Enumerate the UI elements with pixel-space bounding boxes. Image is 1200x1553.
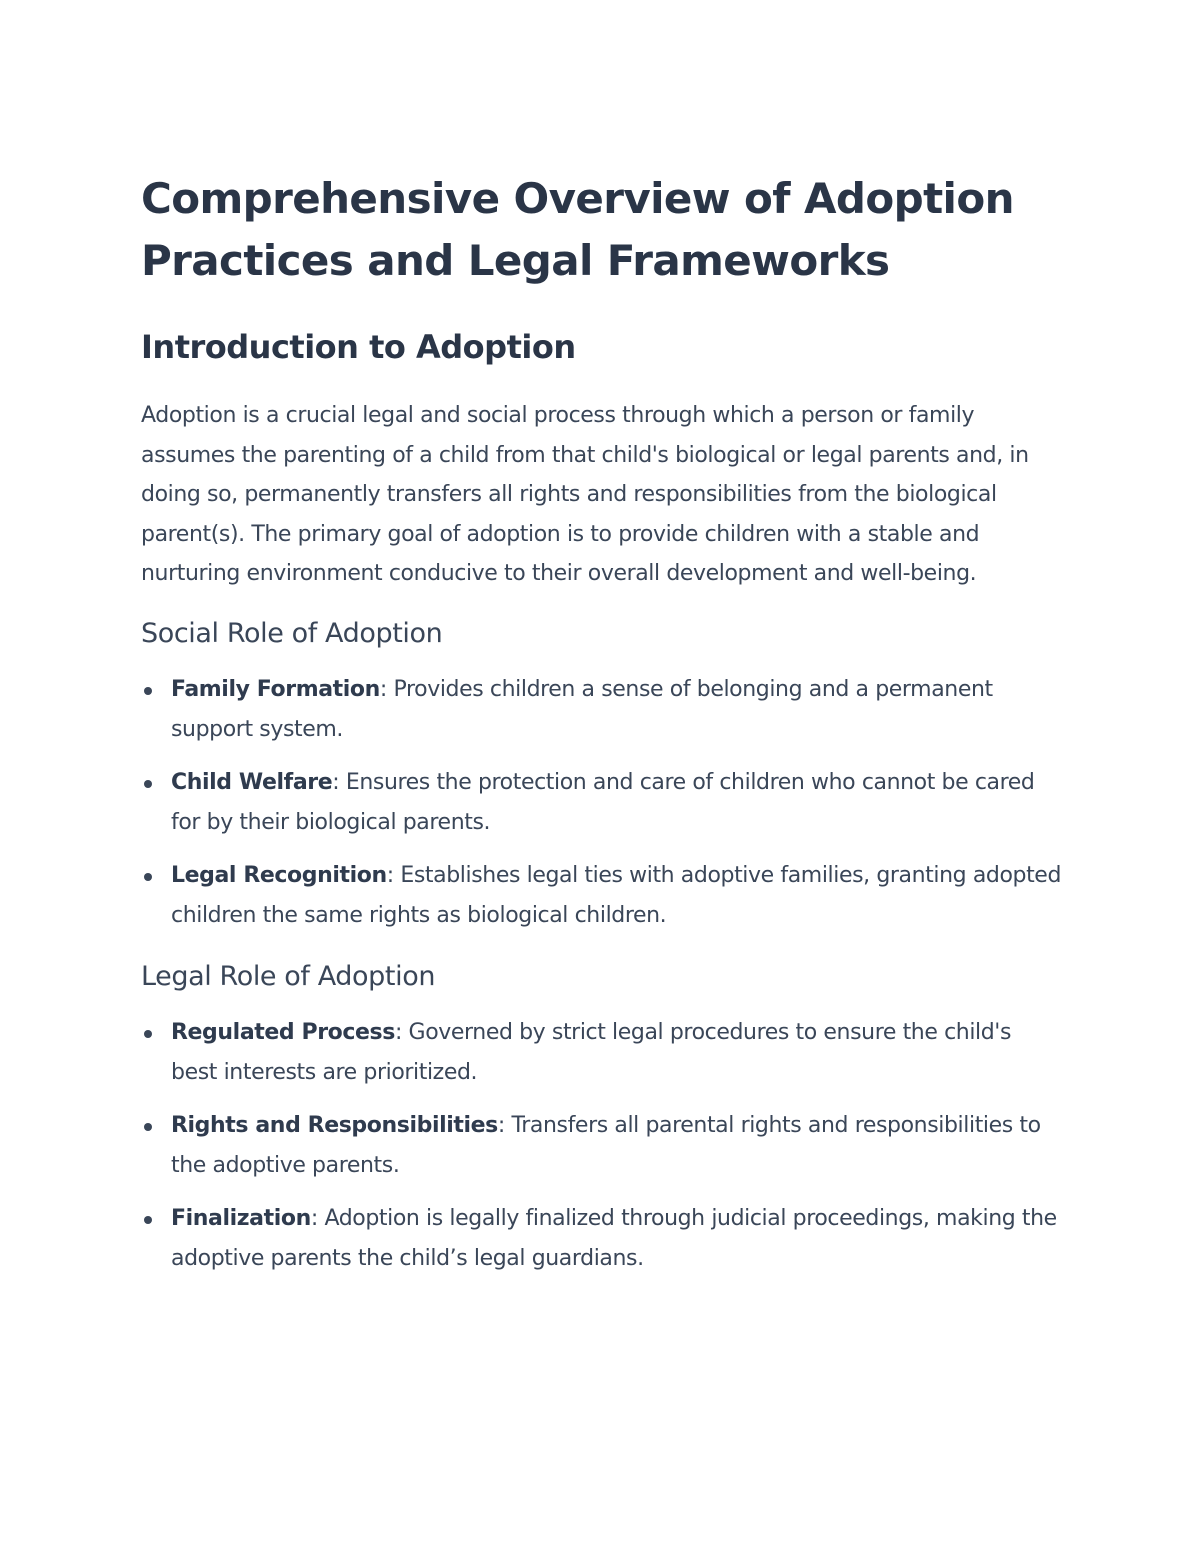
bullet-icon xyxy=(144,1216,152,1224)
list-item-term: Legal Recognition xyxy=(171,862,387,888)
list-item xyxy=(141,1013,1061,1094)
document-page xyxy=(141,168,1061,1292)
list-item xyxy=(141,1106,1061,1187)
list-item xyxy=(141,856,1061,937)
list-item-term: Regulated Process xyxy=(171,1019,395,1045)
list-item-term: Child Welfare xyxy=(171,769,333,795)
intro-paragraph: Adoption is a crucial legal and social process through which a person or family assumes the parenting of a child from that child's biological or legal parents and, in doing so, permanently transfers all rights and responsibilities from the biological parent(s). The primary goal of adoption is to provide children with a stable and nurturing environment conducive to their overall development and well-being. xyxy=(141,403,1029,586)
bullet-icon xyxy=(144,780,152,788)
bullet-icon xyxy=(144,687,152,695)
list-item-term: Family Formation xyxy=(171,676,380,702)
list-item-term: Finalization xyxy=(171,1205,311,1231)
bullet-icon xyxy=(144,1030,152,1038)
list-item-text: : Establishes legal ties with adoptive families, granting adopted children the same rights as biological children. xyxy=(171,862,1062,928)
list-item-text: : Transfers all parental rights and responsibilities to the adoptive parents. xyxy=(171,1112,1041,1178)
social-role-list xyxy=(141,670,1061,937)
list-item xyxy=(141,670,1061,751)
legal-role-heading: Legal Role of Adoption xyxy=(141,960,436,992)
list-item xyxy=(141,1199,1061,1280)
list-item xyxy=(141,763,1061,844)
social-role-heading: Social Role of Adoption xyxy=(141,617,443,649)
document-title: Comprehensive Overview of Adoption Practices and Legal Frameworks xyxy=(141,174,1014,285)
list-item-term: Rights and Responsibilities xyxy=(171,1112,498,1138)
bullet-icon xyxy=(144,1123,152,1131)
list-item-text: : Provides children a sense of belonging and a permanent support system. xyxy=(171,676,993,742)
bullet-icon xyxy=(144,873,152,881)
intro-heading: Introduction to Adoption xyxy=(141,328,576,366)
legal-role-list xyxy=(141,1013,1061,1280)
list-item-text: : Ensures the protection and care of children who cannot be cared for by their biological parents. xyxy=(171,769,1035,835)
list-item-text: : Governed by strict legal procedures to ensure the child's best interests are prioritized. xyxy=(171,1019,1012,1085)
list-item-text: : Adoption is legally finalized through judicial proceedings, making the adoptive parents the child’s legal guardians. xyxy=(171,1205,1057,1271)
